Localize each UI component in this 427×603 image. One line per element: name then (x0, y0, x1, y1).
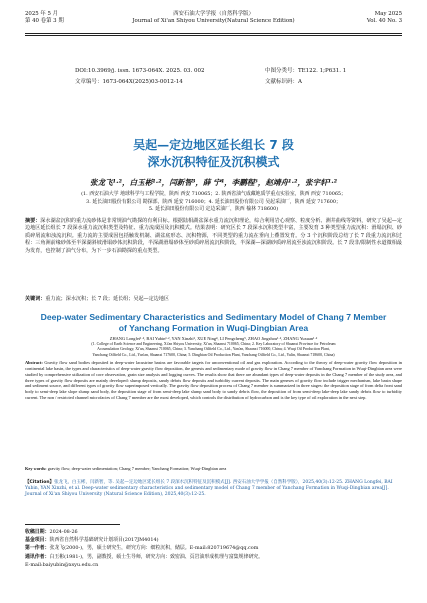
abstract-en (25, 360, 402, 401)
running-header (25, 11, 402, 33)
header-date: 2025 年 5 月 (25, 11, 59, 17)
corr-value: 白玉彬(1981-)，男，副教授，硕士生导师，研究方向：致密油、页岩油形成机理与富集规律研究。 (49, 553, 264, 560)
document-code: 文献标识码：A (265, 79, 302, 85)
title-en-line-2: of Yanchang Formation in Wuqi-Dingbian Area (118, 323, 309, 333)
clc-number: 中图分类号：TE122. 1;P631. 1 (265, 68, 347, 74)
keywords-cn-label: 关键词： (25, 296, 46, 302)
affil-cn-line-2: 3. 延长油田股份有限公司 勘探部，陕西 延安 716000；4. 延长油田股份有限公司 吴起采油厂，陕西 延安 717600； (86, 198, 341, 205)
article-number: 文章编号：1673-064X(2025)03-0012-14 (75, 79, 183, 85)
citation-text[interactable]: 张龙飞，白玉彬，闫新智，等. 吴起—定边地区延长组长 7 段深水沉积特征及沉积模式[J]. 西安石油大学学报（自然科学版），2025,40(3):12-25. ZHANG Longfei, BAI Yubin, YAN Xinzhi, et al. Deep-water sedimentary characteristics and sedimentary model of Chang 7 member of Yanchang Formation in Wuqi-Dingbian area[J]. Journal of Xi'an Shiyou University (Natural Science Edition), 2025,40(3):12-25. (25, 480, 393, 498)
header-date-en: May 2025 (374, 11, 402, 17)
title-cn (25, 137, 402, 171)
title-en-line-1: Deep-water Sedimentary Characteristics and Sedimentary Model of Chang 7 Member (40, 312, 387, 322)
corresponding-author (25, 553, 402, 561)
affil-en-line-3: Yanchang Oilfield Co., Ltd., Yan'an, Shaanxi 717600, China; 5. Dingbian Oil Production Plant, Yanchang Oilfield Co., Ltd., Yulin, Shaanxi 718600, China) (92, 352, 335, 357)
authors-en: ZHANG Longfei¹·², BAI Yubin¹·², YAN Xinzhi³, XUE Ning⁴, LI Pengcheng⁵, ZHAO Jingzhou¹·², ZHANG Yuxuan¹·² (109, 336, 318, 341)
abstract-en-text: Gravity flow sand bodies deposited in deep-water lacustrine basins are favorable targets for unconventional oil and gas exploration. According to the theory of deep-water gravity flow deposition in continental lake basin, the types and characteristics of deep-water gravity flow deposition, the genesis and sedimentary mode of gravity flow in Chang 7 member of Yanchang Formation in Wuqi-Dingbian area were studied by comprehensive utilization of core observation, grain size analysis and logging curves. The results show that there are abundant types of deep-water deposits in the Chang 7 member of the study area, and three types of gravity flow deposits are mainly developed: slump deposits, sandy debris flow deposits and turbidity current deposits. The main geneses of gravity flow include trigger mechanism, lake basin shape and sediment source, and different types of gravity flow superimposed vertically. The gravity flow deposition process of Chang 7 member is summarized in three stages: the deposition stage of from delta front sand body to semi-deep lake slope slump sand body, the deposition stage of from semi-deep lake slump sand body to sandy debris flow, the deposition of from semi-deep lake-deep lake sandy debris flow to turbidity current. The non / restricted channel microfacies of Chang 7 member are the most developed, which controls the distribution of hydrocarbon and is the key type of oil exploration in the next step. (25, 360, 402, 401)
abstract-en-label: Abstract: (25, 360, 43, 365)
keywords-en-text: gravity flow; deep-water sedimentation; Chang 7 member; Yanchang Formation; Wuqi-Dingbian area (47, 466, 227, 471)
keywords-cn (25, 295, 402, 302)
fund-item (25, 536, 402, 544)
first-author-label: 第一作者： (25, 545, 50, 552)
title-cn-line-2: 深水沉积特征及沉积模式 (147, 155, 280, 169)
fund-value: 陕西省自然科学基础研究计划项目(2017JM4014) (49, 537, 159, 544)
header-rule (25, 33, 402, 34)
received-date (25, 528, 402, 536)
keywords-en-label: Key words: (25, 466, 47, 471)
keywords-en (25, 466, 402, 471)
first-author-value: 张龙飞(2000-)，男，硕士研究生，研究方向：细粒沉积，储层。E-mail:820719674@qq.com (49, 545, 259, 552)
authors-cn: 张龙飞¹·²，白玉彬¹·²，闫新智³，薛 宁⁴，李鹏程⁵，赵靖舟¹·²，张宇轩¹·² (89, 178, 338, 187)
abstract-cn (25, 218, 402, 255)
affiliations-en (25, 342, 402, 358)
received-label: 收稿日期： (25, 529, 50, 535)
doi: DOI:10.3969/j. issn. 1673-064X. 2025. 03. 002 (75, 68, 205, 74)
fund-label: 基金项目： (25, 537, 50, 544)
received-value: 2024-08-26 (49, 529, 78, 535)
affil-cn-line-1: (1. 西安石油大学 地球科学与工程学院，陕西 西安 710065；2. 陕西省油气成藏地质学重点实验室，陕西 西安 710065； (81, 191, 346, 197)
footnotes (25, 528, 402, 569)
affiliations-cn (25, 191, 402, 214)
citation (25, 480, 402, 499)
abstract-cn-text: 深水湖盆沉积的重力流砂体是非常规油气勘探的有利目标。根据陆相湖盆深水重力流沉积理论，综合利用岩心观察、粒度分析、测井曲线等资料，研究了吴起—定边地区延长组长 7 段深水重力流沉积类型及特征、重力流成因及沉积模式。结果表明：研究区长 7 段深水沉积类型丰富，主要发育 3 种类型重力流沉积：滑塌沉积、砂质碎屑流和浊流沉积。重力流的主要成因包括触发机制、湖盆底形态、沉积物源，不同类型的重力流在垂向上叠置发育。分 3 个沉积阶段总结了长 7 段重力流沉积过程：三角洲前缘砂体至半深湖斜坡滑塌砂体沉积阶段，半深湖滑塌砂体至砂质碎屑流沉积阶段，半深湖—深湖砂质碎屑流至浊流沉积阶段。长 7 段非/限制性水道微相最为发育，也控制了油气分布，为下一步石油勘探的重点类型。 (25, 218, 402, 254)
journal-name-cn: 西安石油大学学报（自然科学版） (173, 11, 254, 17)
header-rule-thin (25, 35, 402, 36)
footnote-rule (25, 524, 120, 525)
title-en (25, 312, 402, 334)
journal-name-en: Journal of Xi'an Shiyou University(Natural Science Edition) (132, 18, 295, 24)
keywords-cn-text: 重力流；深水沉积；长 7 段；延长组；吴起—定边地区 (45, 296, 170, 302)
affil-en-line-2: Accumulation Geology, Xi'an, Shaanxi 710065, China; 3. Yanchang Oilfield Co., Ltd., Yan'an, Shaanxi 716000, China; 4. Wuqi Oil Production Plant, (97, 347, 330, 352)
header-right (367, 11, 402, 25)
affil-cn-line-3: 5. 延长油田股份有限公司 定边采油厂，陕西 榆林 718600) (148, 206, 279, 213)
affil-en-line-1: (1. College of Earth Science and Engineering, Xi'an Shiyou University, Xi'an, Shaanxi 710065, China; 2. Key Laboratory of Shaanxi Province for Petroleum (91, 342, 336, 346)
first-author (25, 544, 402, 552)
abstract-cn-label: 摘要： (25, 218, 41, 224)
header-volume: 第 40 卷第 3 期 (25, 18, 64, 24)
header-volume-en: Vol. 40 No. 3 (366, 18, 402, 24)
title-cn-line-1: 吴起—定边地区延长组长 7 段 (133, 138, 294, 152)
corr-label: 通讯作者： (25, 553, 50, 560)
header-center (25, 11, 402, 25)
citation-label: 【Citation】 (25, 480, 55, 485)
corresponding-email[interactable]: E-mail:baiyubin@xsyu.edu.cn (25, 561, 99, 568)
